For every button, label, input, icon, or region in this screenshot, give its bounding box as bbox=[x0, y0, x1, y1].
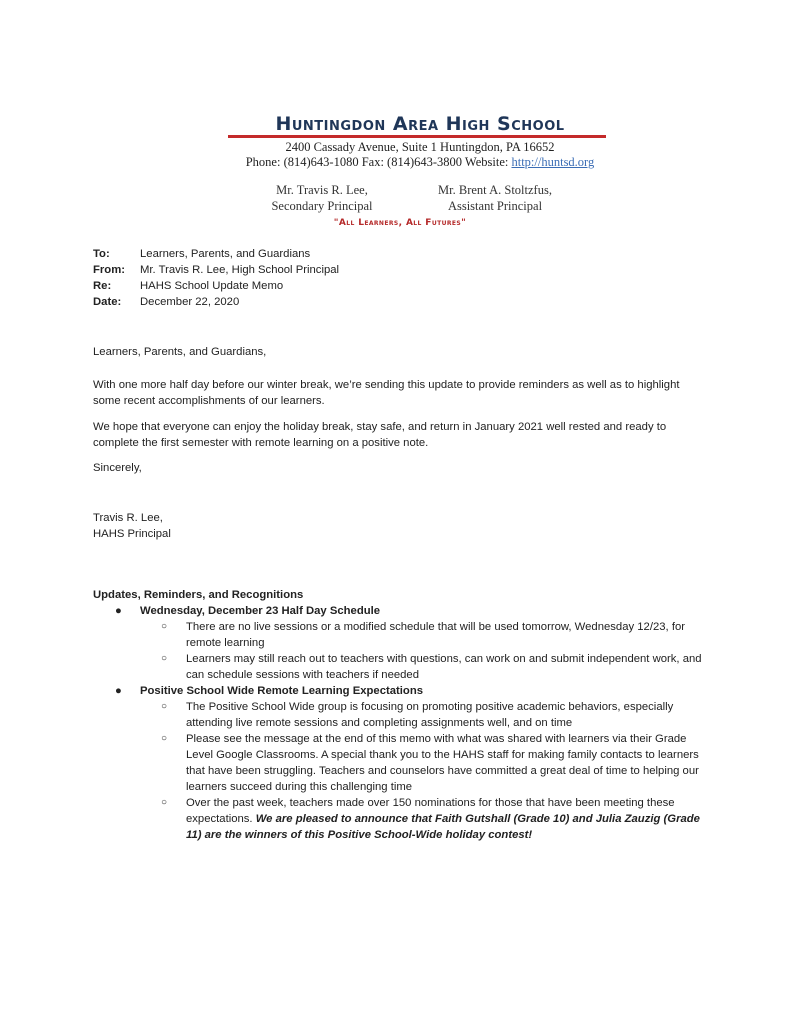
principal-title: Secondary Principal bbox=[271, 199, 373, 213]
topic-heading: Positive School Wide Remote Learning Expectations bbox=[140, 685, 424, 697]
paragraph: We hope that everyone can enjoy the holiday break, stay safe, and return in January 2021 well rested and ready to complete the first semester with remote learning on a positive note. bbox=[93, 421, 667, 449]
list-item-text: Over the past week, teachers made over 150 nominations for those that have been meeting these expectations. bbox=[186, 797, 675, 825]
principal-assistant bbox=[420, 182, 570, 214]
list-item-text: Please see the message at the end of this memo with what was shared with learners via their Grade Level Google Classrooms. A special thank you to the HAHS staff for making family contacts to learners that have been struggling. Teachers and counselors have committed a great deal of time to helping our learners succeed during this challenging time bbox=[186, 733, 699, 793]
bullet-icon: ● bbox=[115, 605, 122, 617]
memo-label: To: bbox=[93, 248, 110, 260]
memo-re bbox=[93, 278, 339, 294]
school-address-block bbox=[220, 140, 620, 170]
circle-bullet-icon: ○ bbox=[161, 797, 168, 808]
memo-date bbox=[93, 294, 339, 310]
school-name: Huntingdon Area High School bbox=[275, 113, 565, 135]
memo-to bbox=[93, 246, 339, 262]
list-item bbox=[93, 699, 713, 731]
memo-value: HAHS School Update Memo bbox=[140, 280, 284, 292]
closing: Sincerely, bbox=[93, 462, 142, 474]
signer-name: Travis R. Lee, bbox=[93, 512, 163, 524]
memo-from bbox=[93, 262, 339, 278]
signer-title: HAHS Principal bbox=[93, 528, 171, 540]
school-address: 2400 Cassady Avenue, Suite 1 Huntingdon, PA 16652 bbox=[285, 140, 555, 154]
circle-bullet-icon: ○ bbox=[161, 653, 168, 664]
memo-label: Date: bbox=[93, 296, 122, 308]
bullet-icon: ● bbox=[115, 685, 122, 697]
updates-section bbox=[93, 587, 713, 843]
memo-label: Re: bbox=[93, 280, 112, 292]
topic-heading: Wednesday, December 23 Half Day Schedule bbox=[140, 605, 381, 617]
school-motto: "All Learners, All Futures" bbox=[333, 218, 467, 228]
update-topic bbox=[93, 683, 713, 699]
circle-bullet-icon: ○ bbox=[161, 733, 168, 744]
header-rule bbox=[228, 135, 606, 138]
memo-value: Mr. Travis R. Lee, High School Principal bbox=[140, 264, 340, 276]
principal-name: Mr. Brent A. Stoltzfus, bbox=[438, 183, 552, 197]
circle-bullet-icon: ○ bbox=[161, 701, 168, 712]
list-item bbox=[93, 651, 713, 683]
principal-title: Assistant Principal bbox=[447, 199, 543, 213]
phone-fax: Phone: (814)643-1080 Fax: (814)643-3800 Website: bbox=[245, 155, 512, 169]
winners-announcement: We are pleased to announce that Faith Gutshall (Grade 10) and Julia Zauzig (Grade 11) are the winners of this Positive School-Wide holiday contest! bbox=[186, 813, 700, 841]
paragraph: With one more half day before our winter break, we’re sending this update to provide reminders as well as to highlight some recent accomplishments of our learners. bbox=[93, 379, 680, 407]
update-topic bbox=[93, 603, 713, 619]
list-item bbox=[93, 619, 713, 651]
memo-value: December 22, 2020 bbox=[140, 296, 240, 308]
memo-header bbox=[93, 246, 339, 310]
salutation: Learners, Parents, and Guardians, bbox=[93, 346, 267, 358]
list-item bbox=[93, 795, 713, 843]
circle-bullet-icon: ○ bbox=[161, 621, 168, 632]
memo-value: Learners, Parents, and Guardians bbox=[140, 248, 311, 260]
memo-label: From: bbox=[93, 264, 126, 276]
list-item bbox=[93, 731, 713, 795]
signature-block bbox=[93, 510, 171, 542]
list-item-text: There are no live sessions or a modified schedule that will be used tomorrow, Wednesday 12/23, for remote learning bbox=[186, 621, 686, 649]
section-heading: Updates, Reminders, and Recognitions bbox=[93, 589, 304, 601]
website-link[interactable]: http://huntsd.org bbox=[511, 155, 595, 169]
principal-secondary bbox=[262, 182, 382, 214]
principal-name: Mr. Travis R. Lee, bbox=[276, 183, 368, 197]
contact-line bbox=[220, 155, 620, 170]
list-item-text: The Positive School Wide group is focusing on promoting positive academic behaviors, especially attending live remote sessions and completing assignments well, and on time bbox=[186, 701, 674, 729]
list-item-text: Learners may still reach out to teachers with questions, can work on and submit independent work, and can schedule sessions with teachers if needed bbox=[186, 653, 702, 681]
